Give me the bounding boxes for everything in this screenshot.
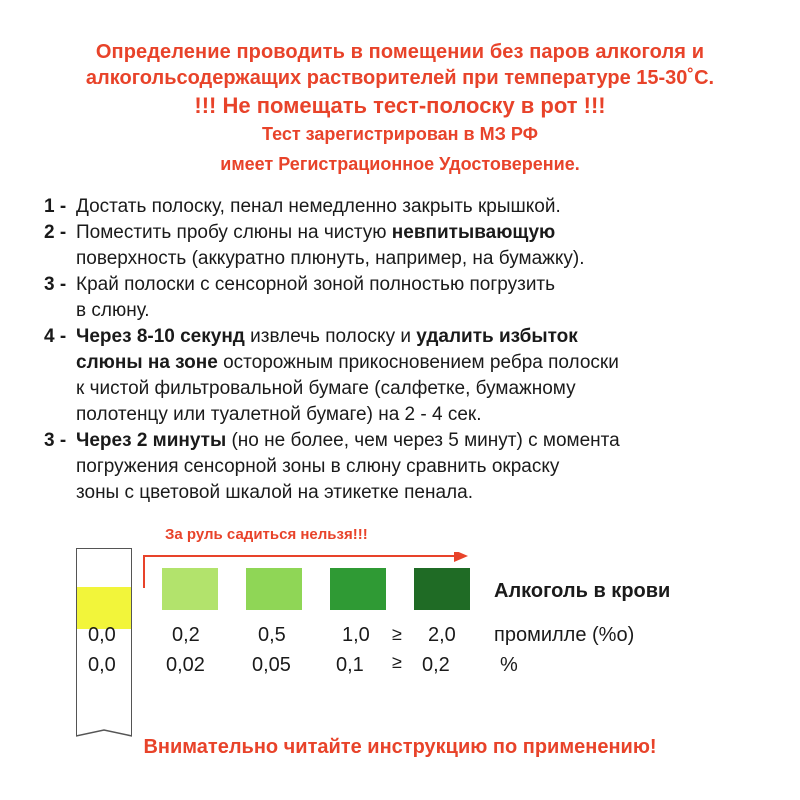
alcohol-label: Алкоголь в крови <box>494 580 671 602</box>
promille-value: 2,0 <box>428 624 456 646</box>
instruction-step <box>44 220 764 272</box>
strip-sensor-zone <box>77 587 131 629</box>
promille-value: 1,0 <box>342 624 370 646</box>
header-line-4: Тест зарегистрирован в МЗ РФ <box>261 124 539 144</box>
step-emphasis: Через 8-10 секунд <box>76 326 245 347</box>
percent-value: 0,02 <box>166 654 205 676</box>
unit-percent: % <box>500 654 518 676</box>
step-text-line <box>44 272 764 298</box>
step-number: 2 - <box>44 222 67 243</box>
instruction-step <box>44 428 764 506</box>
step-text: осторожным прикосновением ребра полоски <box>217 352 619 373</box>
promille-value: 0,5 <box>258 624 286 646</box>
step-emphasis: Через 2 минуты <box>76 430 227 451</box>
driving-warning: За руль садиться нельзя!!! <box>165 526 368 543</box>
step-text-line <box>44 376 764 402</box>
instruction-step <box>44 194 764 220</box>
step-text-line <box>44 298 764 324</box>
step-text: зоны с цветовой шкалой на этикетке пенала. <box>76 482 473 503</box>
step-number: 4 - <box>44 326 67 347</box>
promille-value: 0,2 <box>172 624 200 646</box>
step-text-line <box>44 428 764 454</box>
header-line-2: алкогольсодержащих растворителей при температуре 15-30˚С. <box>85 67 715 89</box>
step-text: Достать полоску, пенал немедленно закрыть крышкой. <box>76 196 561 217</box>
step-text: (но не более, чем через 5 минут) с момента <box>226 430 620 451</box>
warning-header <box>0 38 800 178</box>
color-swatch <box>414 568 470 610</box>
step-text: извлечь полоску и <box>244 326 417 347</box>
step-emphasis: удалить избыток <box>416 326 578 347</box>
step-text-line <box>44 350 764 376</box>
step-text: Поместить пробу слюны на чистую <box>76 222 392 243</box>
percent-value: 0,05 <box>252 654 291 676</box>
color-swatch <box>162 568 218 610</box>
header-line-5: имеет Регистрационное Удостоверение. <box>220 154 580 174</box>
color-scale <box>0 520 800 730</box>
step-emphasis: невпитывающую <box>391 222 556 243</box>
step-text: Край полоски с сенсорной зоной полностью погрузить <box>76 274 556 295</box>
footer-warning: Внимательно читайте инструкцию по применению! <box>143 736 657 758</box>
unit-promille: промилле (%о) <box>494 624 635 646</box>
step-text: погружения сенсорной зоны в слюну сравнить окраску <box>76 456 560 477</box>
step-text-line <box>44 324 764 350</box>
geq-symbol: ≥ <box>392 624 402 644</box>
step-text-line <box>44 454 764 480</box>
step-text-line <box>44 246 764 272</box>
color-swatch <box>330 568 386 610</box>
instruction-step <box>44 324 764 428</box>
geq-symbol: ≥ <box>392 652 402 672</box>
step-text-line <box>44 194 764 220</box>
step-number: 1 - <box>44 196 67 217</box>
step-text: полотенцу или туалетной бумаге) на 2 - 4 сек. <box>76 404 482 425</box>
step-text-line <box>44 480 764 506</box>
step-emphasis: слюны на зоне <box>76 352 218 373</box>
step-text-line <box>44 402 764 428</box>
step-text: поверхность (аккуратно плюнуть, например, на бумажку). <box>76 248 585 269</box>
instruction-steps <box>44 194 764 506</box>
percent-value: 0,2 <box>422 654 450 676</box>
step-number: 3 - <box>44 430 67 451</box>
color-swatch <box>246 568 302 610</box>
step-number: 3 - <box>44 274 67 295</box>
instruction-step <box>44 272 764 324</box>
step-text: к чистой фильтровальной бумаге (салфетке, бумажному <box>76 378 576 399</box>
baseline-promille: 0,0 <box>88 624 116 646</box>
step-text: в слюну. <box>76 300 150 321</box>
header-line-1: Определение проводить в помещении без паров алкоголя и <box>95 41 705 63</box>
step-text-line <box>44 220 764 246</box>
baseline-percent: 0,0 <box>88 654 116 676</box>
percent-value: 0,1 <box>336 654 364 676</box>
header-line-3: !!! Не помещать тест-полоску в рот !!! <box>194 93 606 118</box>
